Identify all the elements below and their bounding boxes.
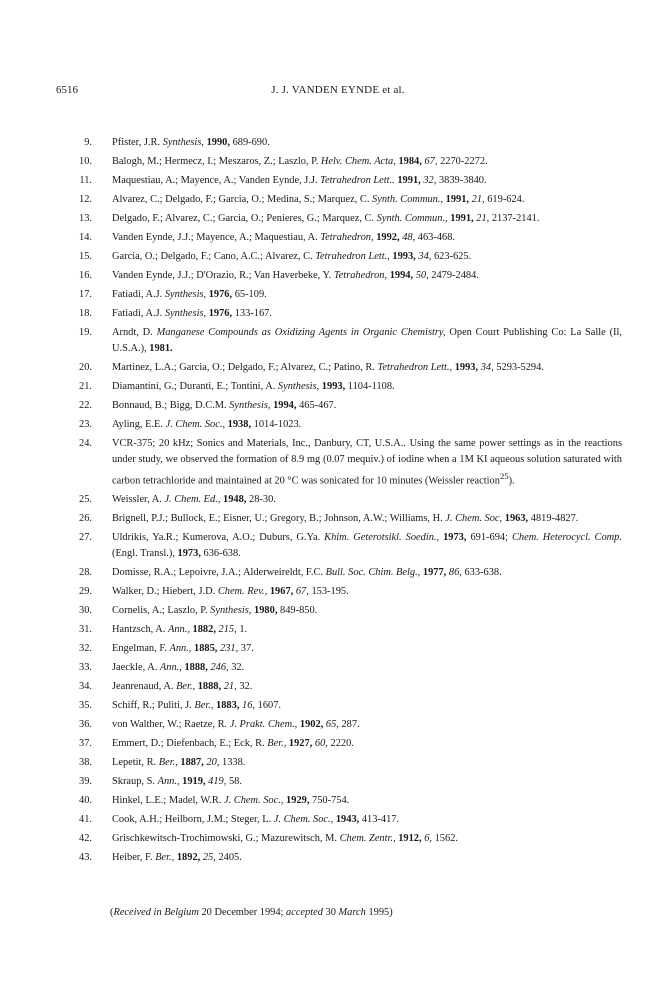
text-run: 1. [236,624,248,636]
reference-text [112,325,622,357]
reference-text [112,660,622,676]
reference-text [112,565,622,581]
text-run: Maquestiau, A.; Mayence, A.; Vanden Eynde, J.J. [112,175,321,186]
text-run: 50, [415,270,429,281]
text-run: 32. [236,681,253,693]
text-run: 1973, [443,532,467,544]
reference-item [70,793,622,809]
reference-text [112,698,622,714]
text-run: 58. [226,776,242,788]
text-run: 1014-1023. [251,419,302,430]
text-run: J. Chem. Soc., [223,795,284,807]
text-run: Engelman, F. [112,643,170,655]
text-run: Cornelis, A.; Laszlo, P. [112,605,211,617]
text-run: 2220. [327,738,354,750]
text-run: 231, [220,643,239,655]
text-run: 689-690. [229,137,270,148]
reference-item [70,736,622,752]
text-run: Open Court Publishing Co: La Salle (Il, U.S.A.), [112,327,622,354]
text-run: Manganese Compounds as Oxidizing Agents in Organic Chemistry, [156,327,446,338]
text-run: 1991, [397,175,421,186]
text-run: 750-754. [309,795,350,807]
text-run: Martinez, L.A.; Garcia, O.; Delgado, F.; Alvarez, C.; Patino, R. [112,362,378,373]
reference-number: 24. [79,438,92,449]
reference-text [112,717,622,733]
reference-item [70,192,622,208]
reference-number: 43. [79,852,92,864]
text-run: 419, [208,776,227,788]
text-run: J. Chem. Soc, [445,513,503,525]
text-run: 1991, [450,213,474,224]
reference-item [70,530,622,562]
reference-number: 11. [79,175,92,186]
reference-text [112,436,622,489]
reference-item [70,287,622,303]
text-run: Balogh, M.; Hermecz, I.; Meszaros, Z.; Laszlo, P. [112,156,321,167]
text-run: Emmert, D.; Diefenbach, E.; Eck, R. [112,738,268,750]
text-run: 1892, [176,852,201,864]
text-run: 2479-2484. [428,270,479,281]
reference-text [112,511,622,527]
text-run: Pfister, J.R. [112,137,163,148]
text-run: Tetrahedron Lett., [377,362,453,373]
reference-item [70,511,622,527]
reference-text [112,774,622,790]
text-run: 25 [499,471,509,481]
reference-text [112,268,622,284]
page-header [56,84,620,100]
text-run: 21, [223,681,237,693]
text-run: 37. [238,643,254,655]
reference-number: 41. [79,814,92,826]
text-run: ( [110,907,114,918]
reference-item [70,584,622,600]
text-run: 1902, [299,719,324,731]
text-run: Jaeckle, A. [112,662,160,674]
reference-number: 22. [79,400,92,411]
text-run: von Walther, W.; Raetze, R. [112,719,230,731]
text-run: 21, [471,194,485,205]
text-run: 32, [423,175,437,186]
text-run: 65, [325,719,339,731]
text-run: 623-625. [431,251,472,262]
text-run: Uldrikis, Ya.R.; Kumerova, A.O.; Duburs, G.Ya. [112,532,325,544]
reference-item [70,154,622,170]
reference-text [112,755,622,771]
reference-number: 15. [79,251,92,262]
text-run: Synthesis, [162,137,204,148]
reference-text [112,679,622,695]
reference-item [70,379,622,395]
reference-item [70,698,622,714]
reference-item [70,135,622,151]
text-run: 28-30. [246,494,276,506]
text-run: 1562. [432,833,458,845]
text-run: Ann., [157,776,180,788]
text-run: 215, [218,624,237,636]
text-run: Tetrahedron Lett., [315,251,390,262]
reference-text [112,530,622,562]
text-run: Delgado, F.; Alvarez, C.; Garcia, O.; Penieres, G.; Marquez, C. [112,213,377,224]
text-run: 1993, [321,381,346,392]
text-run: Tetrahedron, [320,232,374,243]
reference-number: 42. [79,833,92,845]
text-run: Chem. Zentr., [339,833,396,845]
text-run: Ann., [169,643,192,655]
reference-text [112,793,622,809]
text-run: 1991, [445,194,470,205]
reference-number: 18. [79,308,92,319]
text-run: accepted [286,907,323,918]
reference-item [70,325,622,357]
text-run: 30 [322,907,339,918]
reference-text [112,154,622,170]
reference-number: 37. [79,738,92,750]
text-run: 5293-5294. [493,362,544,373]
text-run: Ber., [176,681,196,693]
reference-item [70,641,622,657]
reference-text [112,850,622,866]
text-run: Alvarez, C.; Delgado, F.; Garcia, O.; Medina, S.; Marquez, C. [112,194,373,205]
text-run: 1977, [422,567,447,579]
reference-number: 23. [79,419,92,430]
reference-number: 40. [79,795,92,807]
text-run: Ber., [267,738,287,750]
text-run: Lepetit, R. [112,757,159,769]
text-run: Heiber, F. [112,852,156,864]
text-run: 1927, [288,738,313,750]
text-run: Ber., [194,700,214,712]
reference-item [70,831,622,847]
text-run: 65-109. [232,289,267,300]
text-run: Fatiadi, A.J. [112,289,165,300]
text-run: 1994, [273,400,297,411]
text-run: Garcia, O.; Delgado, F.; Cano, A.C.; Alvarez, C. [112,251,316,262]
text-run: 1976, [208,289,233,300]
text-run: Tetrahedron, [333,270,388,281]
text-run: March [338,907,366,918]
text-run: 20 December 1994; [198,907,287,918]
text-run: 849-850. [277,605,318,617]
reference-number: 33. [79,662,92,674]
text-run: Hantzsch, A. [112,624,168,636]
text-run: 67, [424,156,438,167]
text-run: 86, [448,567,462,579]
reference-number: 14. [79,232,92,243]
text-run: VCR-375; 20 kHz; Sonics and Materials, Inc., Danbury, CT, U.S.A.. Using the same power settings as in the reactions under study, we observed the formation of 8.9 mg (0.07 mequiv.) of iodine when a 1M KI aqueous solution saturated with carbon tetrachloride and maintained at 20 °C was sonicated for 10 minutes (Weissler reaction [112,438,622,487]
text-run: 1938, [227,419,252,430]
text-run: 1993, [392,251,416,262]
text-run: Vanden Eynde, J.J.; Mayence, A.; Maquestiau, A. [112,232,321,243]
text-run: 633-638. [461,567,502,579]
text-run: Schiff, R.; Puliti, J. [112,700,195,712]
reference-item [70,660,622,676]
text-run: Cook, A.H.; Heilborn, J.M.; Steger, L. [112,814,274,826]
reference-text [112,379,622,395]
text-run: J. Chem. Ed., [164,494,221,506]
text-run: Jeanrenaud, A. [112,681,177,693]
text-run: Synthesis, [164,289,207,300]
text-run: Hinkel, L.E.; Madel, W.R. [112,795,224,807]
reference-number: 35. [79,700,92,712]
reference-number: 21. [79,381,92,392]
reference-item [70,173,622,189]
text-run: Arndt, D. [112,327,157,338]
reference-item [70,436,622,489]
text-run: 287. [338,719,360,731]
text-run: 1888, [184,662,208,674]
text-run: 34, [480,362,494,373]
reference-text [112,584,622,600]
text-run: 2405. [215,852,242,864]
text-run: 1963, [504,513,529,525]
text-run: J. Chem. Soc., [165,419,226,430]
text-run: Tetrahedron Lett.. [320,175,395,186]
reference-item [70,774,622,790]
reference-item [70,492,622,508]
reference-number: 20. [79,362,92,373]
text-run: Ann., [167,624,190,636]
text-run: Bonnaud, B.; Bigg, D.C.M. [112,400,230,411]
reference-number: 19. [79,327,92,338]
reference-text [112,306,622,322]
reference-text [112,641,622,657]
reference-item [70,717,622,733]
text-run: 1882, [192,624,216,636]
text-run: Chem. Heterocycl. Comp. [511,532,622,544]
text-run: (Engl. Transl.), [112,548,178,560]
reference-item [70,565,622,581]
text-run: Fatiadi, A.J. [112,308,165,319]
text-run: 636-638. [200,548,241,560]
text-run: Vanden Eynde, J.J.; D'Orazio, R.; Van Haverbeke, Y. [112,270,334,281]
text-run: 2137-2141. [489,213,540,224]
text-run: 1104-1108. [345,381,395,392]
reference-text [112,736,622,752]
text-run: Ann., [159,662,182,674]
reference-item [70,603,622,619]
text-run: 1885, [194,643,218,655]
reference-number: 34. [79,681,92,693]
reference-text [112,360,622,376]
text-run: 3839-3840. [436,175,487,186]
reference-number: 25. [79,494,92,506]
text-run: J. Chem. Soc., [273,814,334,826]
reference-text [112,211,622,227]
text-run: 1993, [454,362,479,373]
reference-number: 26. [79,513,92,525]
reference-text [112,249,622,265]
reference-text [112,192,622,208]
text-run: 463-468. [415,232,456,243]
text-run: 1995) [365,907,393,918]
reference-text [112,603,622,619]
reference-text [112,622,622,638]
reference-text [112,135,622,151]
text-run: 20, [206,757,220,769]
text-run: 133-167. [232,308,272,319]
text-run: 1929, [286,795,310,807]
text-run: 1990, [206,137,230,148]
reference-number: 29. [79,586,92,598]
text-run: Helv. Chem. Acta, [320,156,396,167]
text-run: 67, [295,586,309,598]
text-run: Brignell, P.J.; Bullock, E.; Eisner, U.; Gregory, B.; Johnson, A.W.; Williams, H. [112,513,446,525]
reference-item [70,360,622,376]
text-run: Synth. Commun., [376,213,448,224]
text-run: 1883, [216,700,240,712]
reference-item [70,306,622,322]
text-run: 60, [314,738,328,750]
reference-number: 30. [79,605,92,617]
reference-text [112,812,622,828]
text-run: 619-624. [484,194,525,205]
text-run: Skraup, S. [112,776,158,788]
text-run: 246, [210,662,229,674]
text-run: 48, [402,232,416,243]
text-run: 1981. [149,343,173,354]
text-run: 1888, [197,681,222,693]
reference-item [70,211,622,227]
text-run: 465-467. [296,400,337,411]
text-run: 1984, [398,156,422,167]
text-run: 1912, [398,833,422,845]
text-run: Synthesis, [210,605,252,617]
text-run: 1976, [208,308,233,319]
text-run: Bull. Soc. Chim. Belg., [325,567,421,579]
text-run: Chem. Rev., [217,586,268,598]
reference-item [70,850,622,866]
reference-number: 32. [79,643,92,655]
text-run: 1607. [255,700,282,712]
reference-item [70,812,622,828]
text-run: 1338. [219,757,246,769]
reference-text [112,831,622,847]
text-run: Diamantini, G.; Duranti, E.; Tontini, A. [112,381,278,392]
text-run: 1994, [389,270,414,281]
page-number: 6516 [56,84,78,96]
text-run: 2270-2272. [437,156,488,167]
reference-text [112,230,622,246]
reference-list [70,135,622,869]
text-run: 32. [228,662,245,674]
reference-item [70,230,622,246]
text-run: Grischkewitsch-Trochimowski, G.; Mazurewitsch, M. [112,833,340,845]
reference-item [70,398,622,414]
text-run: Synthesis, [164,308,207,319]
text-run: 1967, [269,586,294,598]
reference-number: 9. [84,137,92,148]
text-run: 1980, [254,605,278,617]
reference-number: 36. [79,719,92,731]
text-run: 21, [476,213,490,224]
reference-number: 17. [79,289,92,300]
text-run: Domisse, R.A.; Lepoivre, J.A.; Alderweireldt, F.C. [112,567,326,579]
reference-number: 10. [79,156,92,167]
text-run: J. Prakt. Chem., [229,719,298,731]
text-run: Synthesis, [277,381,320,392]
text-run: 34, [418,251,432,262]
reference-number: 16. [79,270,92,281]
text-run: Received in Belgium [113,907,199,918]
text-run: 1943, [335,814,360,826]
reference-number: 12. [79,194,92,205]
running-title: J. J. VANDEN EYNDE et al. [271,84,405,96]
reference-text [112,398,622,414]
text-run: 1948, [223,494,247,506]
text-run: 25, [202,852,216,864]
reference-item [70,622,622,638]
text-run: 16, [242,700,256,712]
text-run: 1973, [177,548,201,560]
reference-text [112,417,622,433]
reference-item [70,268,622,284]
reference-item [70,417,622,433]
reference-number: 39. [79,776,92,788]
text-run: 413-417. [359,814,400,826]
text-run: Walker, D.; Hiebert, J.D. [112,586,218,598]
text-run: Ber., [158,757,178,769]
text-run: ). [508,475,515,487]
text-run: 1919, [182,776,206,788]
text-run: Weissler, A. [112,494,165,506]
reference-text [112,287,622,303]
reference-item [70,755,622,771]
reference-text [112,173,622,189]
reference-text [112,492,622,508]
reference-number: 31. [79,624,92,636]
text-run: 691-694; [466,532,512,544]
reference-number: 27. [79,532,92,544]
text-run: 1992, [376,232,400,243]
text-run: Synth. Commun., [372,194,444,205]
reference-number: 38. [79,757,92,769]
reference-number: 13. [79,213,92,224]
text-run: Ber., [155,852,175,864]
received-note [110,907,393,918]
text-run: Ayling, E.E. [112,419,166,430]
text-run: 153-195. [308,586,349,598]
text-run: 1887, [180,757,204,769]
text-run: 6, [424,833,433,845]
reference-item [70,249,622,265]
reference-number: 28. [79,567,92,579]
text-run: Khim. Geterotsikl. Soedin., [324,532,440,544]
text-run: Synthesis, [229,400,271,411]
reference-item [70,679,622,695]
text-run: 4819-4827. [528,513,579,525]
